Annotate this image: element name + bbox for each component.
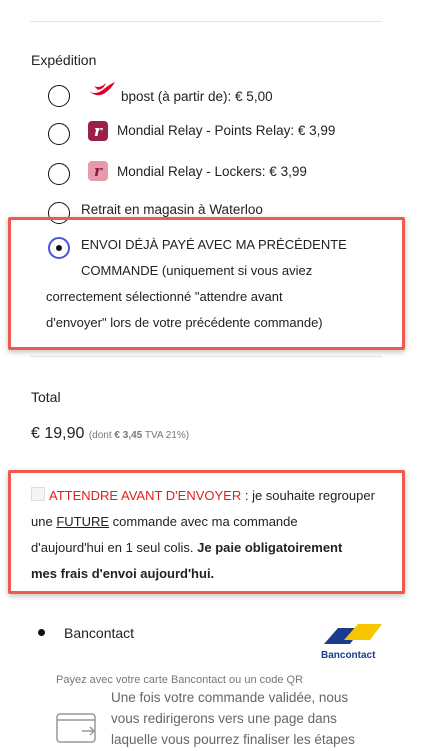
radio-prepaid-shipping[interactable] bbox=[48, 237, 70, 259]
prepaid-shipping-line-2: COMMANDE (uniquement si vous aviez bbox=[81, 263, 313, 278]
radio-mondial-relay-lockers[interactable] bbox=[48, 163, 70, 185]
radio-bpost[interactable] bbox=[48, 85, 70, 107]
redirect-line-1: Une fois votre commande validée, nous bbox=[111, 690, 349, 705]
total-amount-row bbox=[31, 425, 189, 443]
payment-method-label: Bancontact bbox=[64, 625, 135, 641]
tax-info: (dont € 3,45 TVA 21%) bbox=[88, 430, 190, 441]
prepaid-shipping-line-3: correctement sélectionné "attendre avant bbox=[46, 289, 283, 304]
browser-window-icon bbox=[56, 713, 100, 745]
hold-line-2: une FUTURE commande avec ma commande bbox=[31, 514, 298, 529]
hold-title: ATTENDRE AVANT D'ENVOYER bbox=[49, 488, 242, 503]
prepaid-shipping-line-1: ENVOI DÉJÀ PAYÉ AVEC MA PRÉCÉDENTE bbox=[81, 237, 347, 252]
bancontact-logo-icon bbox=[320, 620, 384, 650]
option-mondial-relay-points-label: Mondial Relay - Points Relay: € 3,99 bbox=[117, 123, 336, 138]
prepaid-shipping-line-4: d'envoyer" lors de votre précédente commande) bbox=[46, 315, 323, 330]
shipping-divider bbox=[30, 356, 382, 357]
payment-radio-bancontact[interactable] bbox=[38, 629, 45, 636]
radio-mondial-relay-points[interactable] bbox=[48, 123, 70, 145]
tax-amount: € 3,45 bbox=[114, 430, 143, 441]
redirect-line-2: vous redirigerons vers une page dans bbox=[111, 711, 337, 726]
hold-line-4: mes frais d'envoi aujourd'hui. bbox=[31, 566, 215, 581]
option-store-pickup-label: Retrait en magasin à Waterloo bbox=[81, 202, 263, 217]
top-divider bbox=[30, 21, 382, 22]
payment-hint: Payez avec votre carte Bancontact ou un code QR bbox=[56, 674, 304, 686]
mondial-relay-lockers-icon: r bbox=[88, 161, 108, 181]
shipping-heading: Expédition bbox=[31, 52, 97, 68]
total-amount: € 19,90 bbox=[31, 425, 85, 442]
mondial-relay-icon: r bbox=[88, 121, 108, 141]
option-bpost-label: bpost (à partir de): € 5,00 bbox=[121, 89, 273, 104]
bpost-logo-icon bbox=[84, 79, 118, 101]
hold-line-3: d'aujourd'hui en 1 seul colis. Je paie obligatoirement bbox=[31, 540, 343, 555]
option-mondial-relay-lockers-label: Mondial Relay - Lockers: € 3,99 bbox=[117, 164, 307, 179]
hold-line-1: ATTENDRE AVANT D'ENVOYER : je souhaite regrouper bbox=[31, 484, 375, 508]
future-text: FUTURE bbox=[56, 514, 110, 529]
hold-checkbox[interactable] bbox=[31, 487, 45, 501]
bancontact-logo-text: Bancontact bbox=[321, 650, 376, 661]
redirect-line-3: laquelle vous pourrez finaliser les étapes bbox=[111, 732, 355, 747]
total-label: Total bbox=[31, 389, 61, 405]
